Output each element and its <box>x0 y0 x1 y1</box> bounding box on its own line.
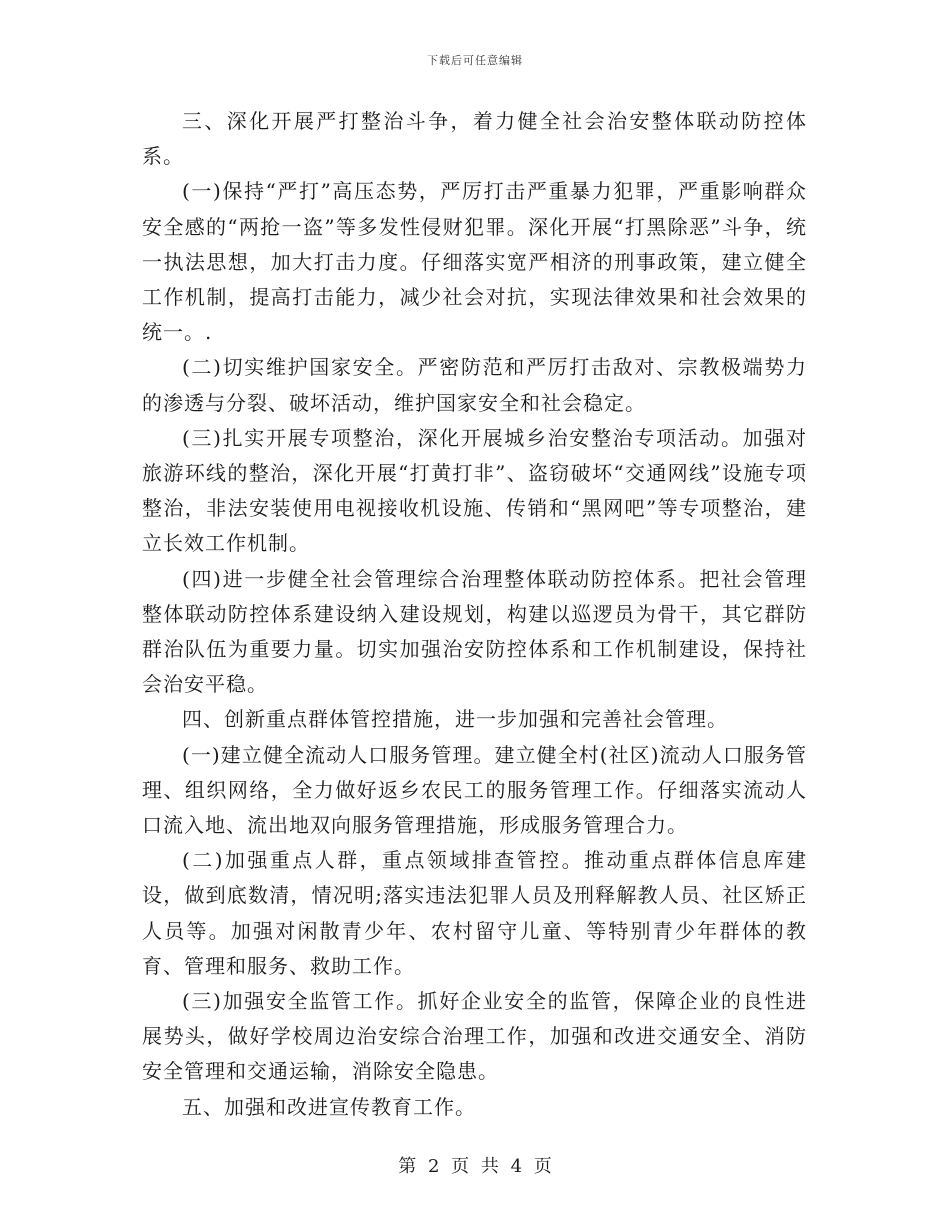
paragraph-3-3: (三)扎实开展专项整治，深化开展城乡治安整治专项活动。加强对旅游环线的整治，深化开展“打黄打非”、盗窃破坏“交通网线”设施专项整治，非法安装使用电视接收机设施、传销和“黑网吧”等专项整治，建立长效工作机制。 <box>142 425 807 556</box>
paragraph-4-3: (三)加强安全监管工作。抓好企业安全的监管，保障企业的良性进展势头，做好学校周边治安综合治理工作，加强和改进交通安全、消防安全管理和交通运输，消除安全隐患。 <box>142 989 807 1084</box>
section-heading-4: 四、创新重点群体管控措施，进一步加强和完善社会管理。 <box>182 707 728 732</box>
paragraph-3-2: (二)切实维护国家安全。严密防范和严厉打击敌对、宗教极端势力的渗透与分裂、破坏活动，维护国家安全和社会稳定。 <box>142 355 807 415</box>
page-header: 下载后可任意编辑 <box>427 54 523 67</box>
paragraph-3-1: (一)保持“严打”高压态势，严厉打击严重暴力犯罪，严重影响群众安全感的“两抢一盗”等多发性侵财犯罪。深化开展“打黑除恶”斗争，统一执法思想，加大打击力度。仔细落实宽严相济的刑事政策，建立健全工作机制，提高打击能力，减少社会对抗，实现法律效果和社会效果的统一。. <box>142 179 807 345</box>
page-number: 第 2 页 共 4 页 <box>398 1156 552 1177</box>
paragraph-4-1: (一)建立健全流动人口服务管理。建立健全村(社区)流动人口服务管理、组织网络，全力做好返乡农民工的服务管理工作。仔细落实流动人口流入地、流出地双向服务管理措施，形成服务管理合力。 <box>142 742 807 838</box>
section-heading-5: 五、加强和改进宣传教育工作。 <box>182 1094 476 1119</box>
document-body <box>142 104 807 1125</box>
section-heading-3: 三、深化开展严打整治斗争，着力健全社会治安整体联动防控体系。 <box>142 109 807 169</box>
paragraph-3-4: (四)进一步健全社会管理综合治理整体联动防控体系。把社会管理整体联动防控体系建设纳入建设规划，构建以巡逻员为骨干，其它群防群治队伍为重要力量。切实加强治安防控体系和工作机制建设，保持社会治安平稳。 <box>142 566 807 697</box>
paragraph-4-2: (二)加强重点人群，重点领域排查管控。推动重点群体信息库建设，做到底数清，情况明;落实违法犯罪人员及刑释解教人员、社区矫正人员等。加强对闲散青少年、农村留守儿童、等特别青少年群体的教育、管理和服务、救助工作。 <box>142 848 807 978</box>
